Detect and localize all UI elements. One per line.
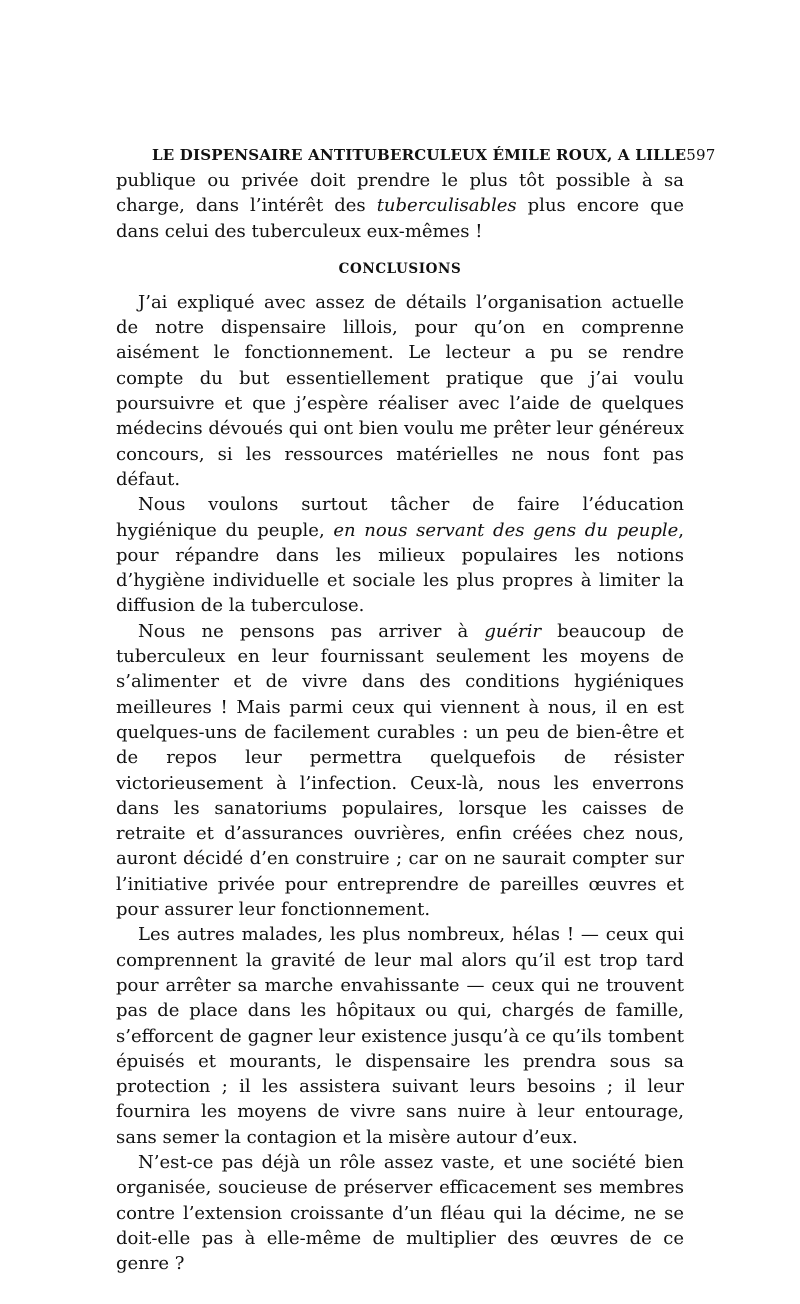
text-run: publique ou privée doit prendre le plus tôt possible à sa charge, dans l’intérêt des (116, 170, 684, 217)
italic-term: tuberculisables (376, 195, 517, 217)
page-number: 597 (686, 146, 716, 164)
opening-paragraph (116, 168, 684, 244)
text-run: Nous voulons surtout tâcher de faire l’éducation hygiénique du peuple, (116, 494, 684, 541)
paragraph-1: J’ai expliqué avec assez de détails l’organisation actuelle de notre dispensaire lillois, pour qu’on en comprenne aisément le fonctionnement. Le lecteur a pu se rendre compte du but essentiellement pratique que j’ai voulu poursuivre et que j’espère réaliser avec l’aide de quelques médecins dévoués qui ont bien voulu me prêter leur généreux concours, si les ressources matérielles ne nous font pas défaut. (116, 291, 684, 490)
italic-phrase: en nous servant des gens du peuple (333, 519, 679, 541)
italic-word: guérir (484, 620, 542, 642)
book-page (116, 146, 716, 1276)
paragraph-2 (116, 492, 684, 618)
body-text (116, 168, 684, 1276)
paragraph-4: Les autres malades, les plus nombreux, hélas ! — ceux qui comprennent la gravité de leur mal alors qu’il est trop tard pour arrêter sa marche envahissante — ceux qui ne trouvent pas de place dans les hôpitaux ou qui, chargés de famille, s’efforcent de gagner leur existence jusqu’à ce qu’ils tombent épuisés et mourants, le dispensaire les prendra sous sa protection ; il les assistera suivant leurs besoins ; il leur fournira les moyens de vivre sans nuire à leur entourage, sans semer la contagion et la misère autour d’eux. (116, 924, 684, 1148)
text-run: plus encore que dans celui des tuberculeux eux-mêmes ! (116, 195, 684, 242)
text-run: beaucoup de tuberculeux en leur fournissant seulement les moyens de s’alimenter et de vivre dans des conditions hygiéniques meilleures ! Mais parmi ceux qui viennent à nous, il en est quelques-uns de facilement curables : un peu de bien-être et de repos leur permettra quelquefois de résister victorieusement à l’infection. Ceux-là, nous les enverrons dans les sanatoriums populaires, lorsque les caisses de retraite et d’assurances ouvrières, enfin créées chez nous, auront décidé d’en construire ; car on ne saurait compter sur l’initiative privée pour entreprendre de pareilles œuvres et pour assurer leur fonctionnement. (116, 620, 685, 921)
running-head-title: LE DISPENSAIRE ANTITUBERCULEUX ÉMILE ROUX, A LILLE (152, 146, 687, 164)
text-run: Nous ne pensons pas arriver à (138, 620, 485, 642)
paragraph-3 (116, 619, 684, 923)
text-run: , pour répandre dans les milieux populaires les notions d’hygiène individuelle et sociale les plus propres à limiter la diffusion de la tuberculose. (116, 519, 685, 617)
paragraph-5: N’est-ce pas déjà un rôle assez vaste, et une société bien organisée, soucieuse de préserver efficacement ses membres contre l’extension croissante d’un fléau qui la décime, ne se doit-elle pas à elle-même de multiplier des œuvres de ce genre ? (116, 1151, 684, 1275)
section-heading: CONCLUSIONS (338, 260, 462, 277)
running-head (116, 146, 716, 164)
